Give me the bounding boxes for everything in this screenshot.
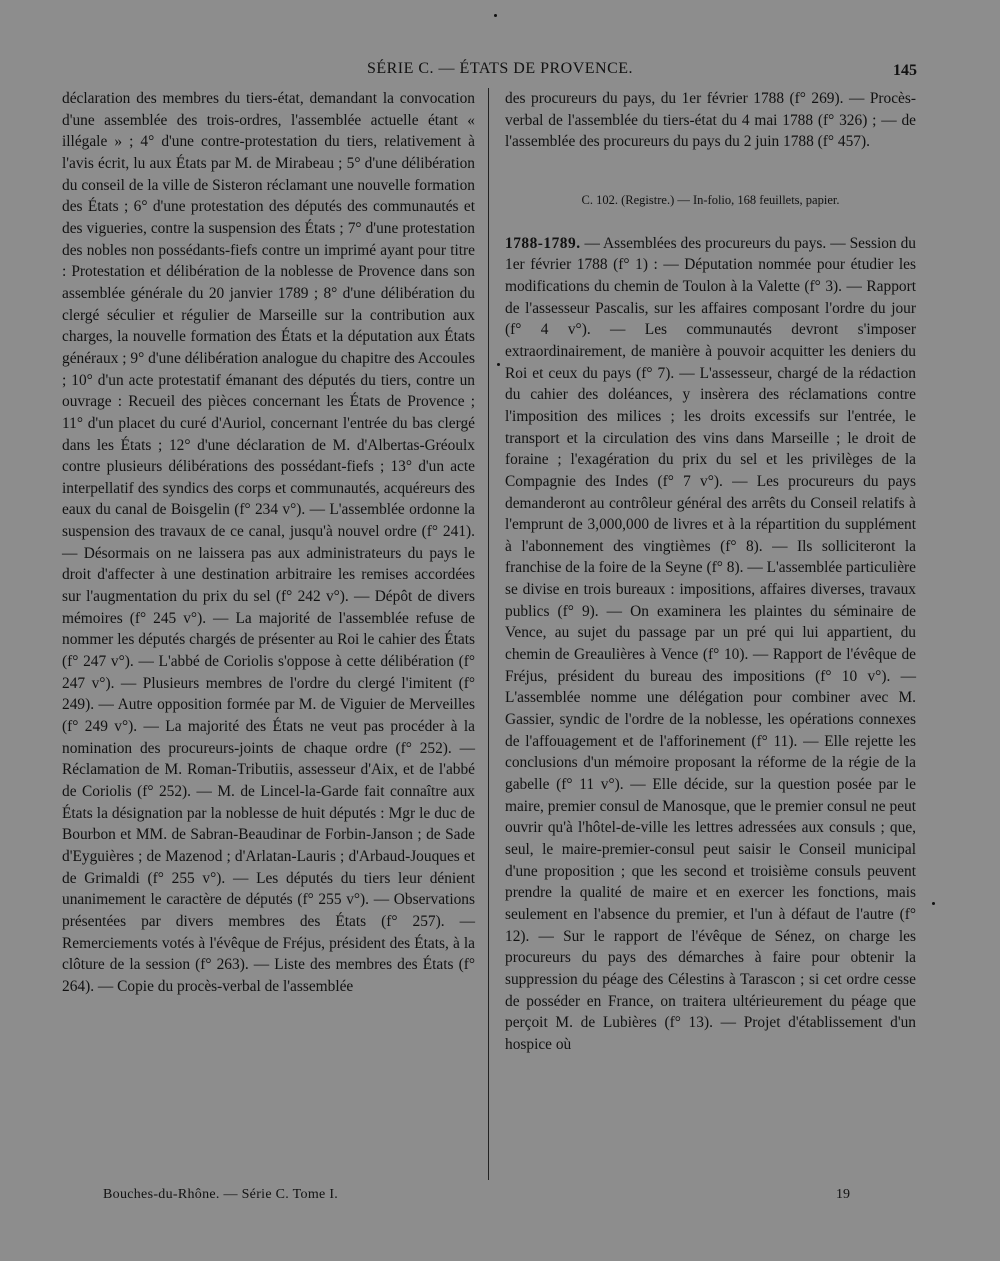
right-column [505,88,916,1056]
scan-speck [497,363,500,366]
register-note: C. 102. (Registre.) — In-folio, 168 feuillets, papier. [581,192,840,207]
column-divider [488,88,489,1180]
running-header: SÉRIE C. — ÉTATS DE PROVENCE. [366,60,634,77]
scan-speck [494,14,497,17]
entry-body: — Assemblées des procureurs du pays. — Session du 1er février 1788 (f° 1) : — Députation nommée pour étudier les modifications du chemin de Toulon à la Valette (f° 3). — Rapport de l'assesseur Pascalis, sur les affaires composant l'ordre du jour (f° 4 v°). — Les communautés devront s'imposer extraordinairement, de manière à pouvoir acquitter les deniers du Roi et ceux du pays (f° 7). — L'assesseur, chargé de la rédaction du cahier des doléances, y insèrera des réclamations contre l'imposition des milices ; les droits excessifs sur l'entrée, le transport et la circulation des vins dans Marseille ; le droit de foraine ; l'exagération du prix du sel et les privilèges de la Compagnie des Indes (f° 7 v°). — Les procureurs du pays demanderont au contrôleur général des arrêts du Conseil relatifs à l'emprunt de 3,000,000 de livres et à la répartition du supplément à l'abonnement des vingtièmes (f° 8). — Ils solliciteront la franchise de la foire de la Seyne (f° 8). — L'assemblée particulière se divise en trois bureaux : impositions, affaires diverses, travaux publics (f° 9). — On examinera les plaintes du séminaire de Vence, au sujet du passage par un pré qui lui appartient, du chemin de Greaulières à Vence (f° 10). — Rapport de l'évêque de Fréjus, président du bureau des impositions (f° 10 v°). — L'assemblée nomme une délégation pour combiner avec M. Gassier, syndic de l'ordre de la noblesse, les opérations connexes de l'affouagement et de l'afforinement (f° 11). — Elle rejette les conclusions d'un mémoire proposant la réforme de la régie de la gabelle (f° 11 v°). — Elle décide, sur la question posée par le maire, premier consul de Manosque, que le premier consul ne peut ouvrir qu'à l'hôtel-de-ville les lettres adressées aux consuls ; que, seul, le maire-premier-consul peut saisir le Conseil municipal d'une proposition ; que les second et troisième consuls peuvent prendre la qualité de maire et en exercer les fonctions, mais seulement en l'absence du premier, et l'un à défaut de l'autre (f° 12). — Sur le rapport de l'évêque de Sénez, on charge les procureurs du pays des démarches à faire pour obtenir la suppression du péage des Célestins à Tarascon ; si cet ordre cesse de posséder en France, on traitera ultérieurement du péage que perçoit M. de Lubières (f° 13). — Projet d'établissement d'un hospice où [505,234,916,1053]
scan-speck [932,902,935,905]
left-column [62,88,475,998]
entry-year-heading: 1788-1789. [505,234,581,252]
left-column-text: déclaration des membres du tiers-état, demandant la convocation d'une assemblée des trois-ordres, l'assemblée actuelle étant « illégale » ; 4° d'une contre-protestation du tiers, relativement à l'avis écrit, lu aux États par M. de Mirabeau ; 5° d'une délibération du conseil de la ville de Sisteron réclamant une nouvelle formation des États ; 6° d'une protestation des députés des communautés et des vigueries, contre la suspension des États ; 7° d'une protestation des nobles non possédants-fiefs contre un imprimé ayant pour titre : Protestation et délibération de la noblesse de Provence dans son assemblée générale du 20 janvier 1789 ; 8° d'une délibération du clergé séculier et régulier de Marseille sur la contribution aux charges, la nouvelle formation des États et la députation aux États généraux ; 9° d'une délibération analogue du chapitre des Accoules ; 10° d'un acte protestatif émanant des députés du tiers, contre un ouvrage : Recueil des pièces concernant les États de Provence ; 11° d'un placet du curé d'Auriol, concernant l'entrée du bas clergé dans les États ; 12° d'une déclaration de M. d'Albertas-Gréoulx contre plusieurs délibérations des possédant-fiefs ; 13° d'un acte interpellatif des syndics des corps et communautés, acquéreurs des eaux du canal de Boisgelin (f° 234 v°). — L'assemblée ordonne la suspension des travaux de ce canal, jusqu'à nouvel ordre (f° 241). — Désormais on ne laissera pas aux administrateurs du pays le droit d'affecter à une destination arbitraire les remises accordées sur l'augmentation du prix du sel (f° 242 v°). — Dépôt de divers mémoires (f° 245 v°). — La majorité de l'assemblée refuse de nommer les députés chargés de présenter au Roi le cahier des États (f° 247 v°). — L'abbé de Coriolis s'oppose à cette délibération (f° 247 v°). — Plusieurs membres de l'ordre du clergé l'imitent (f° 249). — Autre opposition formée par M. de Viguier de Merveilles (f° 249 v°). — La majorité des États ne veut pas procéder à la nomination des procureurs-joints de chaque ordre (f° 252). — Réclamation de M. Roman-Tributiis, assesseur d'Aix, et de l'abbé de Coriolis (f° 252). — M. de Lincel-la-Garde fait connaître aux États la désignation par la noblesse de huit députés : Mgr le duc de Bourbon et MM. de Sabran-Beaudinar de Forbin-Janson ; de Sade d'Eyguières ; de Mazenod ; d'Arlatan-Lauris ; d'Arbaud-Jouques et de Grimaldi (f° 255 v°). — Les députés du tiers leur dénient unanimement le caractère de députés (f° 255 v°). — Observations présentées par divers membres des États (f° 257). — Remerciements votés à l'évêque de Fréjus, président des États, à la clôture de la session (f° 263). — Liste des membres des États (f° 264). — Copie du procès-verbal de l'assemblée [62,90,475,995]
entry-paragraph [505,233,916,1056]
page-number: 145 [893,62,917,79]
footer-sheet-number: 19 [836,1187,850,1202]
footer-signature: Bouches-du-Rhône. — Série C. Tome I. [103,1187,339,1202]
right-column-intro: des procureurs du pays, du 1er février 1788 (f° 269). — Procès-verbal de l'assemblée du tiers-état du 4 mai 1788 (f° 326) ; — de l'assemblée des procureurs du pays du 2 juin 1788 (f° 457). [505,90,916,151]
